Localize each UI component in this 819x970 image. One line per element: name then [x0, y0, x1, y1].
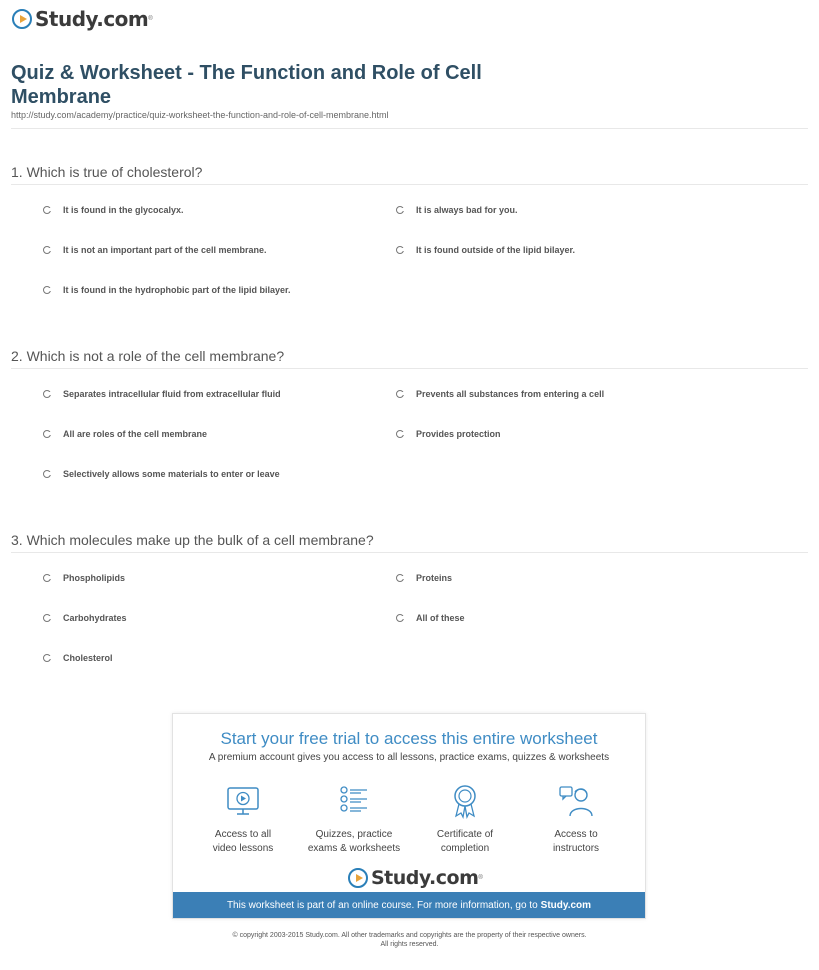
- answer-option[interactable]: [43, 429, 207, 439]
- option-label: It is found in the glycocalyx.: [63, 205, 184, 215]
- logo-text: Study.com: [371, 867, 479, 889]
- feature-label-line1: Certificate of: [436, 829, 494, 840]
- radio-icon[interactable]: [396, 574, 404, 582]
- feature-label-line2: video lessons: [212, 843, 274, 854]
- feature-label-line2: completion: [440, 843, 490, 854]
- answer-option[interactable]: [43, 573, 125, 583]
- question-3: 3. Which molecules make up the bulk of a cell membrane?: [11, 532, 374, 548]
- radio-icon[interactable]: [43, 390, 51, 398]
- option-label: Proteins: [416, 573, 453, 583]
- feature-instructors: [521, 782, 631, 856]
- answer-option[interactable]: [396, 245, 575, 255]
- option-label: Carbohydrates: [63, 613, 127, 623]
- answer-option[interactable]: [43, 613, 127, 623]
- radio-icon[interactable]: [43, 206, 51, 214]
- divider: [11, 128, 808, 129]
- promo-footer-text: This worksheet is part of an online course. For more information, go to: [226, 899, 538, 911]
- divider: [11, 368, 808, 369]
- radio-icon[interactable]: [396, 614, 404, 622]
- answer-option[interactable]: [396, 389, 604, 399]
- video-lesson-icon: [224, 782, 262, 820]
- divider: [11, 552, 808, 553]
- answer-option[interactable]: [43, 389, 281, 399]
- feature-label-line1: Quizzes, practice: [315, 829, 393, 840]
- play-icon: [348, 868, 368, 888]
- instructor-icon: [557, 782, 595, 820]
- feature-certificate: [410, 782, 520, 856]
- option-label: Phospholipids: [63, 573, 125, 583]
- answer-option[interactable]: [43, 653, 113, 663]
- divider: [11, 184, 808, 185]
- radio-icon[interactable]: [43, 246, 51, 254]
- logo-trademark: ®: [478, 875, 483, 881]
- answer-option[interactable]: [43, 285, 291, 295]
- option-label: It is not an important part of the cell membrane.: [63, 245, 267, 255]
- answer-option[interactable]: [43, 205, 184, 215]
- radio-icon[interactable]: [43, 614, 51, 622]
- radio-icon[interactable]: [396, 206, 404, 214]
- answer-option[interactable]: [396, 613, 465, 623]
- option-label: It is found in the hydrophobic part of the lipid bilayer.: [63, 285, 291, 295]
- study-link[interactable]: Study.com: [540, 899, 592, 911]
- radio-icon[interactable]: [43, 286, 51, 294]
- feature-label-line2: exams & worksheets: [307, 843, 401, 854]
- logo-trademark: ®: [148, 16, 153, 22]
- answer-option[interactable]: [396, 429, 501, 439]
- radio-icon[interactable]: [396, 430, 404, 438]
- option-label: Cholesterol: [63, 653, 113, 663]
- answer-option[interactable]: [43, 469, 280, 479]
- option-label: Selectively allows some materials to enter or leave: [63, 469, 280, 479]
- quiz-list-icon: [335, 782, 373, 820]
- play-icon: [12, 9, 32, 29]
- question-1: 1. Which is true of cholesterol?: [11, 164, 203, 180]
- promo-headline[interactable]: Start your free trial to access this entire worksheet: [220, 729, 598, 748]
- answer-option[interactable]: [43, 245, 267, 255]
- option-label: It is always bad for you.: [416, 205, 518, 215]
- option-label: It is found outside of the lipid bilayer.: [416, 245, 576, 255]
- answer-option[interactable]: [396, 573, 452, 583]
- option-label: Provides protection: [416, 429, 501, 439]
- feature-video-lessons: [188, 782, 298, 856]
- option-label: Prevents all substances from entering a cell: [416, 389, 605, 399]
- radio-icon[interactable]: [43, 430, 51, 438]
- radio-icon[interactable]: [43, 654, 51, 662]
- feature-label-line2: instructors: [552, 843, 600, 854]
- promo-footer-banner[interactable]: [173, 892, 645, 918]
- copyright-line-1: © copyright 2003-2015 Study.com. All other trademarks and copyrights are the property of their respective owners.: [232, 932, 587, 939]
- copyright-notice: [0, 931, 819, 949]
- question-2: 2. Which is not a role of the cell membrane?: [11, 348, 285, 364]
- certificate-icon: [446, 782, 484, 820]
- study-logo[interactable]: [348, 867, 483, 889]
- radio-icon[interactable]: [43, 574, 51, 582]
- option-label: All of these: [416, 613, 465, 623]
- option-label: All are roles of the cell membrane: [63, 429, 208, 439]
- feature-label-line1: Access to all: [214, 829, 272, 840]
- option-label: Separates intracellular fluid from extracellular fluid: [63, 389, 281, 399]
- answer-option[interactable]: [396, 205, 518, 215]
- radio-icon[interactable]: [43, 470, 51, 478]
- page-url[interactable]: http://study.com/academy/practice/quiz-worksheet-the-function-and-role-of-cell-membrane.html: [11, 110, 389, 120]
- study-logo[interactable]: [12, 7, 153, 31]
- free-trial-promo[interactable]: [172, 713, 646, 919]
- radio-icon[interactable]: [396, 390, 404, 398]
- page-title: Quiz & Worksheet - The Function and Role of Cell Membrane: [11, 62, 482, 108]
- promo-subtext: A premium account gives you access to all lessons, practice exams, quizzes & worksheets: [208, 752, 610, 763]
- logo-text: Study.com: [35, 7, 149, 31]
- copyright-line-2: All rights reserved.: [380, 941, 439, 948]
- feature-quizzes: [299, 782, 409, 856]
- feature-label-line1: Access to: [554, 829, 598, 840]
- radio-icon[interactable]: [396, 246, 404, 254]
